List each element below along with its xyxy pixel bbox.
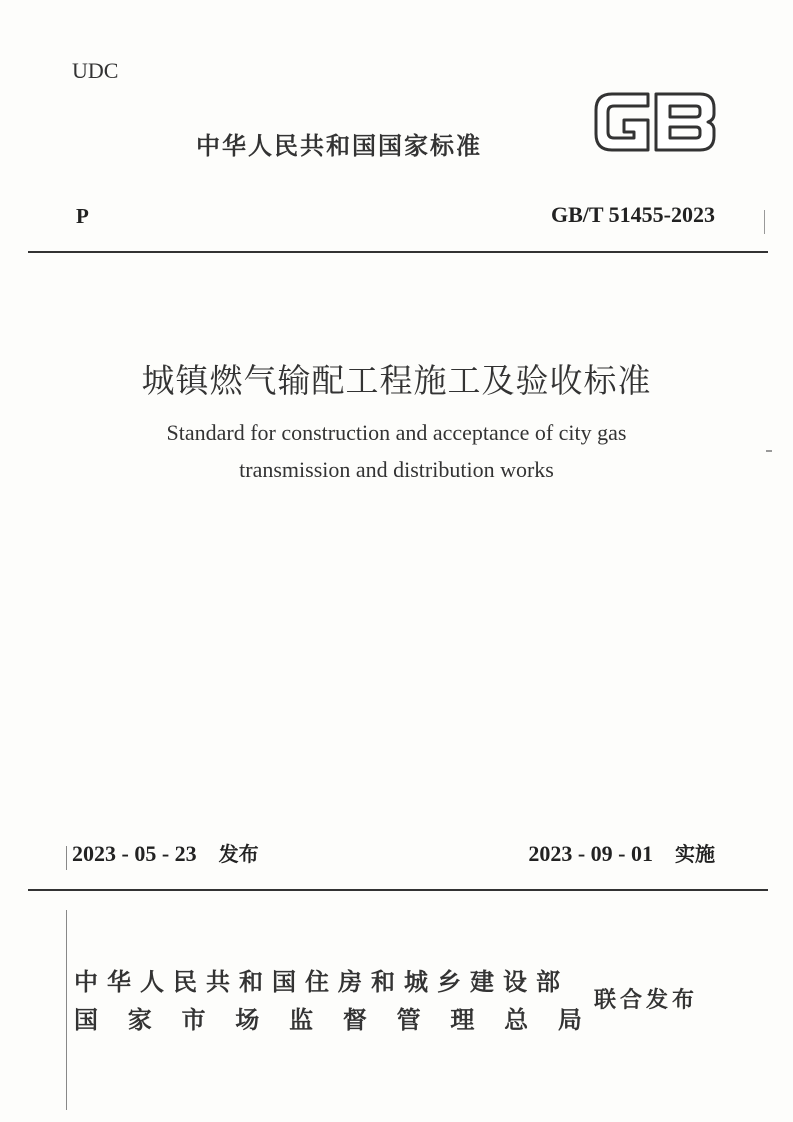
left-margin-line — [66, 910, 67, 1110]
implement-date: 2023 - 09 - 01 — [528, 841, 653, 866]
top-divider — [28, 251, 768, 253]
gb-logo-icon — [590, 86, 720, 158]
standard-type-heading: 中华人民共和国国家标准 — [196, 132, 482, 160]
issuer-char: 市 — [181, 1006, 206, 1034]
issuer-char: 局 — [557, 1006, 582, 1034]
right-edge-mark — [764, 210, 765, 234]
left-edge-mark — [66, 846, 67, 870]
implement-label: 实施 — [675, 842, 715, 866]
title-english-line2: transmission and distribution works — [239, 457, 554, 482]
issuer-char: 督 — [342, 1006, 367, 1034]
publish-date: 2023 - 05 - 23 — [72, 841, 197, 866]
issuer-char: 管 — [396, 1006, 421, 1034]
publish-date-row — [72, 838, 259, 867]
bottom-divider — [28, 889, 768, 891]
standard-number: GB/T 51455-2023 — [550, 202, 715, 227]
joint-issue-label: 联合发布 — [594, 988, 699, 1013]
issuer-char: 理 — [450, 1006, 475, 1034]
issuer-ministry: 中华人民共和国住房和城乡建设部 — [74, 968, 569, 996]
issuer-char: 总 — [504, 1006, 529, 1034]
classification-code: P — [76, 204, 89, 228]
publish-label: 发布 — [218, 842, 259, 866]
issuer-administration — [74, 1000, 582, 1035]
issuer-char: 监 — [289, 1006, 314, 1034]
title-english-line1: Standard for construction and acceptance of city gas — [166, 420, 627, 445]
issuer-char: 国 — [74, 1006, 98, 1034]
issuer-char: 家 — [127, 1006, 152, 1034]
title-chinese: 城镇燃气输配工程施工及验收标准 — [141, 361, 652, 400]
issuer-char: 场 — [235, 1006, 260, 1034]
implement-date-row — [528, 838, 715, 867]
udc-label: UDC — [72, 58, 119, 83]
scan-speck — [766, 450, 772, 452]
